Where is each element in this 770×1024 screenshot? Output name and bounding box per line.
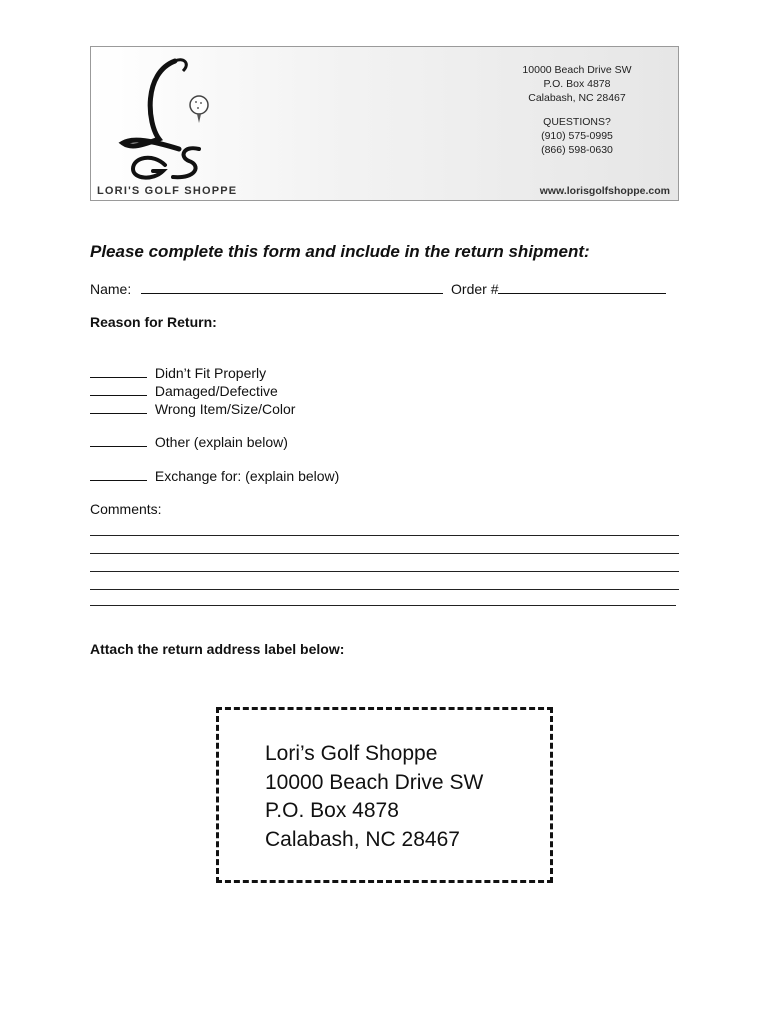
address-line: P.O. Box 4878 — [543, 78, 611, 90]
reason-option — [90, 467, 339, 484]
reason-label: Damaged/Defective — [154, 383, 278, 399]
letterhead — [90, 46, 679, 201]
reason-option — [90, 364, 266, 381]
address-line: Calabash, NC 28467 — [528, 92, 626, 104]
reason-option — [90, 382, 278, 399]
address-line: 10000 Beach Drive SW — [522, 64, 632, 76]
comment-line[interactable] — [90, 571, 679, 572]
website-link[interactable]: www.lorisgolfshoppe.com — [539, 185, 670, 197]
form-headline: Please complete this form and include in the return shipment: — [90, 242, 590, 261]
comment-line[interactable] — [90, 589, 679, 590]
attach-heading: Attach the return address label below: — [90, 641, 345, 657]
reason-blank[interactable] — [90, 400, 147, 414]
order-field[interactable] — [498, 280, 666, 294]
order-label: Order # — [451, 281, 499, 297]
comments-label: Comments: — [90, 501, 162, 517]
contact-block — [492, 63, 662, 157]
comment-line[interactable] — [90, 605, 676, 606]
label-line: P.O. Box 4878 — [265, 799, 399, 822]
label-address — [265, 740, 483, 854]
reason-label: Exchange for: (explain below) — [154, 468, 340, 484]
comment-line[interactable] — [90, 553, 679, 554]
name-label: Name: — [90, 281, 132, 297]
return-address-label — [216, 707, 553, 883]
lgs-logo — [113, 53, 233, 183]
reason-blank[interactable] — [90, 364, 147, 378]
reason-option — [90, 433, 288, 450]
reason-blank[interactable] — [90, 467, 147, 481]
reason-blank[interactable] — [90, 433, 147, 447]
comment-line[interactable] — [90, 535, 679, 536]
shop-name: LORI'S GOLF SHOPPE — [97, 185, 238, 197]
reason-heading: Reason for Return: — [90, 314, 217, 330]
questions-label: QUESTIONS? — [543, 116, 611, 128]
phone-number: (866) 598-0630 — [541, 144, 613, 156]
name-order-row — [90, 280, 666, 297]
reason-label: Wrong Item/Size/Color — [154, 401, 296, 417]
reason-option — [90, 400, 295, 417]
reason-label: Other (explain below) — [154, 434, 288, 450]
phone-number: (910) 575-0995 — [541, 130, 613, 142]
label-line: Lori’s Golf Shoppe — [265, 742, 438, 765]
reason-blank[interactable] — [90, 382, 147, 396]
reason-label: Didn’t Fit Properly — [154, 365, 267, 381]
label-line: 10000 Beach Drive SW — [265, 770, 484, 794]
label-line: Calabash, NC 28467 — [265, 827, 460, 851]
name-field[interactable] — [141, 280, 443, 294]
